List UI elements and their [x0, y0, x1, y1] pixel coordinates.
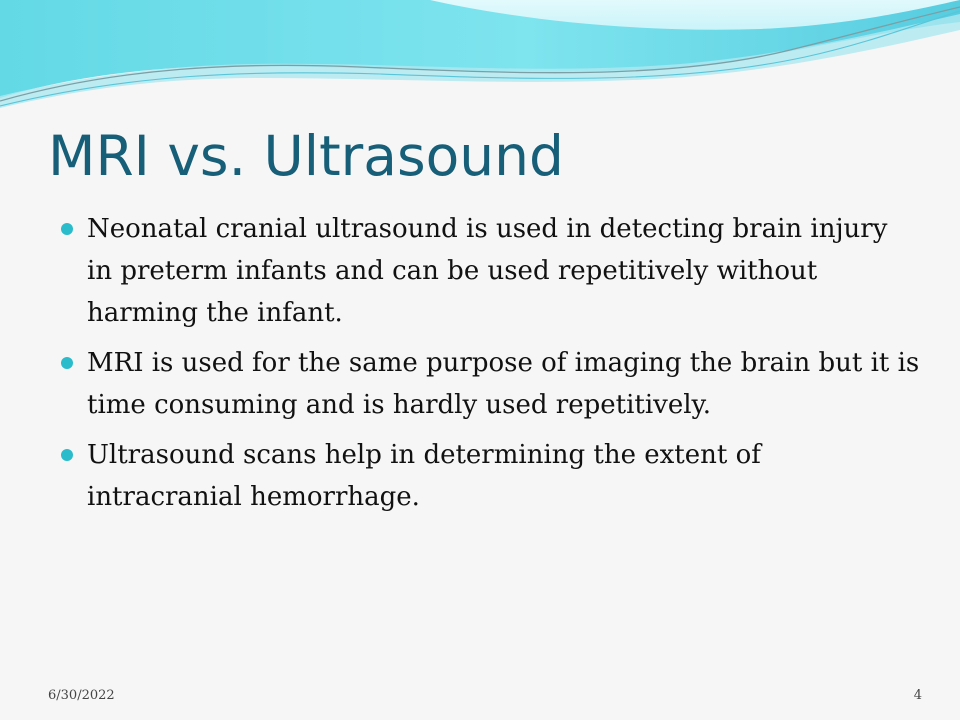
bullet-text-3: Ultrasound scans help in determining the extent of intracranial hemorrhage.: [87, 440, 761, 512]
page-number: 4: [913, 688, 922, 703]
bullet-dot-icon: [61, 357, 73, 369]
bullet-text-2: MRI is used for the same purpose of imaging the brain but it is time consuming and is hardly used repetitively.: [87, 348, 920, 420]
bullet-item-3: [60, 434, 920, 518]
wave-header-graphic: [0, 0, 960, 120]
bullet-item-2: [60, 342, 920, 426]
bullet-dot-icon: [61, 223, 73, 235]
bullet-text-1: Neonatal cranial ultrasound is used in detecting brain injury in preterm infants and can be used repetitively without harming the infant.: [87, 214, 888, 328]
bullet-item-1: [60, 208, 920, 334]
slide-title: MRI vs. Ultrasound: [48, 124, 564, 188]
footer-date: 6/30/2022: [48, 688, 115, 703]
bullet-dot-icon: [61, 449, 73, 461]
bullet-list: [60, 208, 920, 526]
